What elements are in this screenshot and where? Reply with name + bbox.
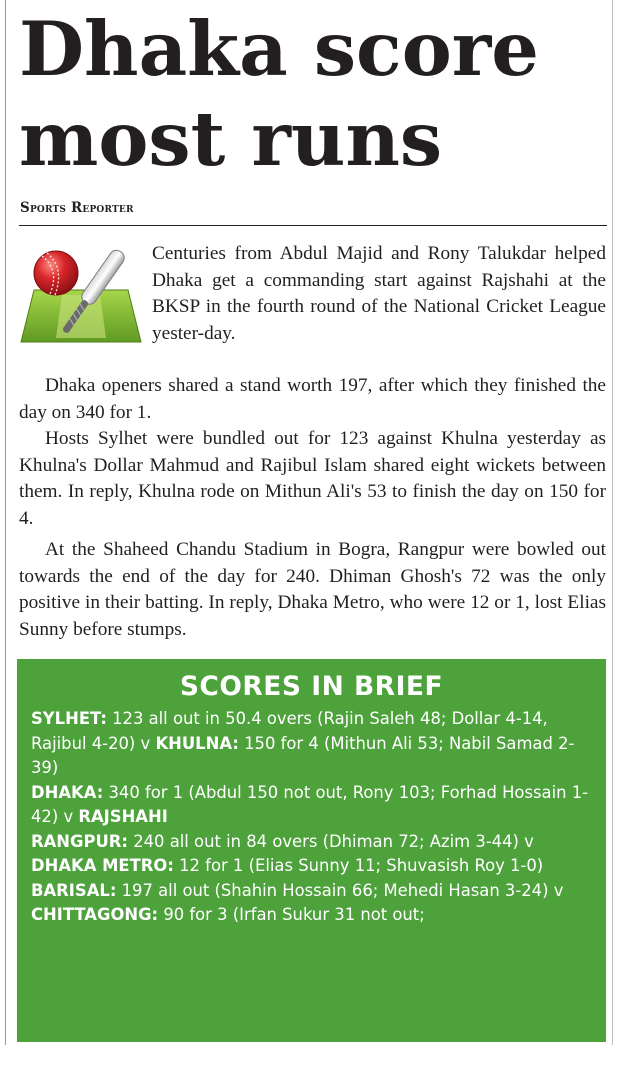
column-rule-right bbox=[612, 0, 613, 1045]
headline: Dhaka score most runs bbox=[19, 5, 539, 183]
body-paragraph: At the Shaheed Chandu Stadium in Bogra, Rangpur were bowled out towards the end of the day for 240. Dhiman Ghosh's 72 was the only positive in their batting. In reply, Dhaka Metro, who were 12 or 1, lost Elias Sunny before stumps. bbox=[19, 539, 606, 640]
score-text: 12 for 1 (Elias Sunny 11; Shuvasish Roy 1-0) bbox=[173, 856, 544, 875]
byline-divider bbox=[19, 225, 607, 226]
score-entry bbox=[31, 879, 592, 928]
score-text: 150 for 4 (Mithun Ali 53; Nabil Samad 2-39) bbox=[31, 733, 575, 777]
team-name: DHAKA METRO: bbox=[31, 856, 174, 875]
body-paragraph: Dhaka openers shared a stand worth 197, after which they finished the day on 340 for 1. bbox=[19, 375, 606, 423]
scores-in-brief-box bbox=[17, 659, 606, 1042]
cricket-ball-bat-pitch-icon bbox=[20, 240, 142, 352]
score-text: 240 all out in 84 overs (Dhiman 72; Azim 3-44) v bbox=[127, 831, 534, 851]
score-text: 123 all out in 50.4 overs (Rajin Saleh 48; Dollar 4-14, Rajibul 4-20) v bbox=[31, 709, 548, 753]
scores-in-brief-title: SCORES IN BRIEF bbox=[179, 671, 444, 702]
column-rule-left bbox=[5, 0, 6, 1045]
score-text: 197 all out (Shahin Hossain 66; Mehedi Hasan 3-24) v bbox=[116, 880, 564, 900]
team-name: RAJSHAHI bbox=[78, 807, 168, 826]
team-name: BARISAL: bbox=[31, 880, 117, 900]
byline: Sports Reporter bbox=[20, 200, 134, 216]
body-paragraph: Hosts Sylhet were bundled out for 123 against Khulna yesterday as Khulna's Dollar Mahmud and Rajibul Islam shared eight wickets between them. In reply, Khulna rode on Mithun Ali's 53 to finish the day on 150 for 4. bbox=[19, 428, 606, 529]
score-entry bbox=[31, 707, 592, 781]
team-name: SYLHET: bbox=[31, 709, 107, 728]
intro-paragraph: Centuries from Abdul Majid and Rony Talukdar helped Dhaka get a commanding start against Rajshahi at the BKSP in the fourth round of the National Cricket League yester-day. bbox=[152, 243, 606, 344]
team-name: RANGPUR: bbox=[31, 831, 128, 851]
score-text: 340 for 1 (Abdul 150 not out, Rony 103; Forhad Hossain 1-42) v bbox=[31, 782, 589, 826]
team-name: KHULNA: bbox=[155, 733, 239, 753]
team-name: CHITTAGONG: bbox=[31, 905, 159, 924]
score-entry bbox=[31, 830, 592, 879]
score-text: 90 for 3 (Irfan Sukur 31 not out; bbox=[158, 905, 425, 924]
team-name: DHAKA: bbox=[31, 782, 104, 802]
score-entry bbox=[31, 781, 592, 830]
